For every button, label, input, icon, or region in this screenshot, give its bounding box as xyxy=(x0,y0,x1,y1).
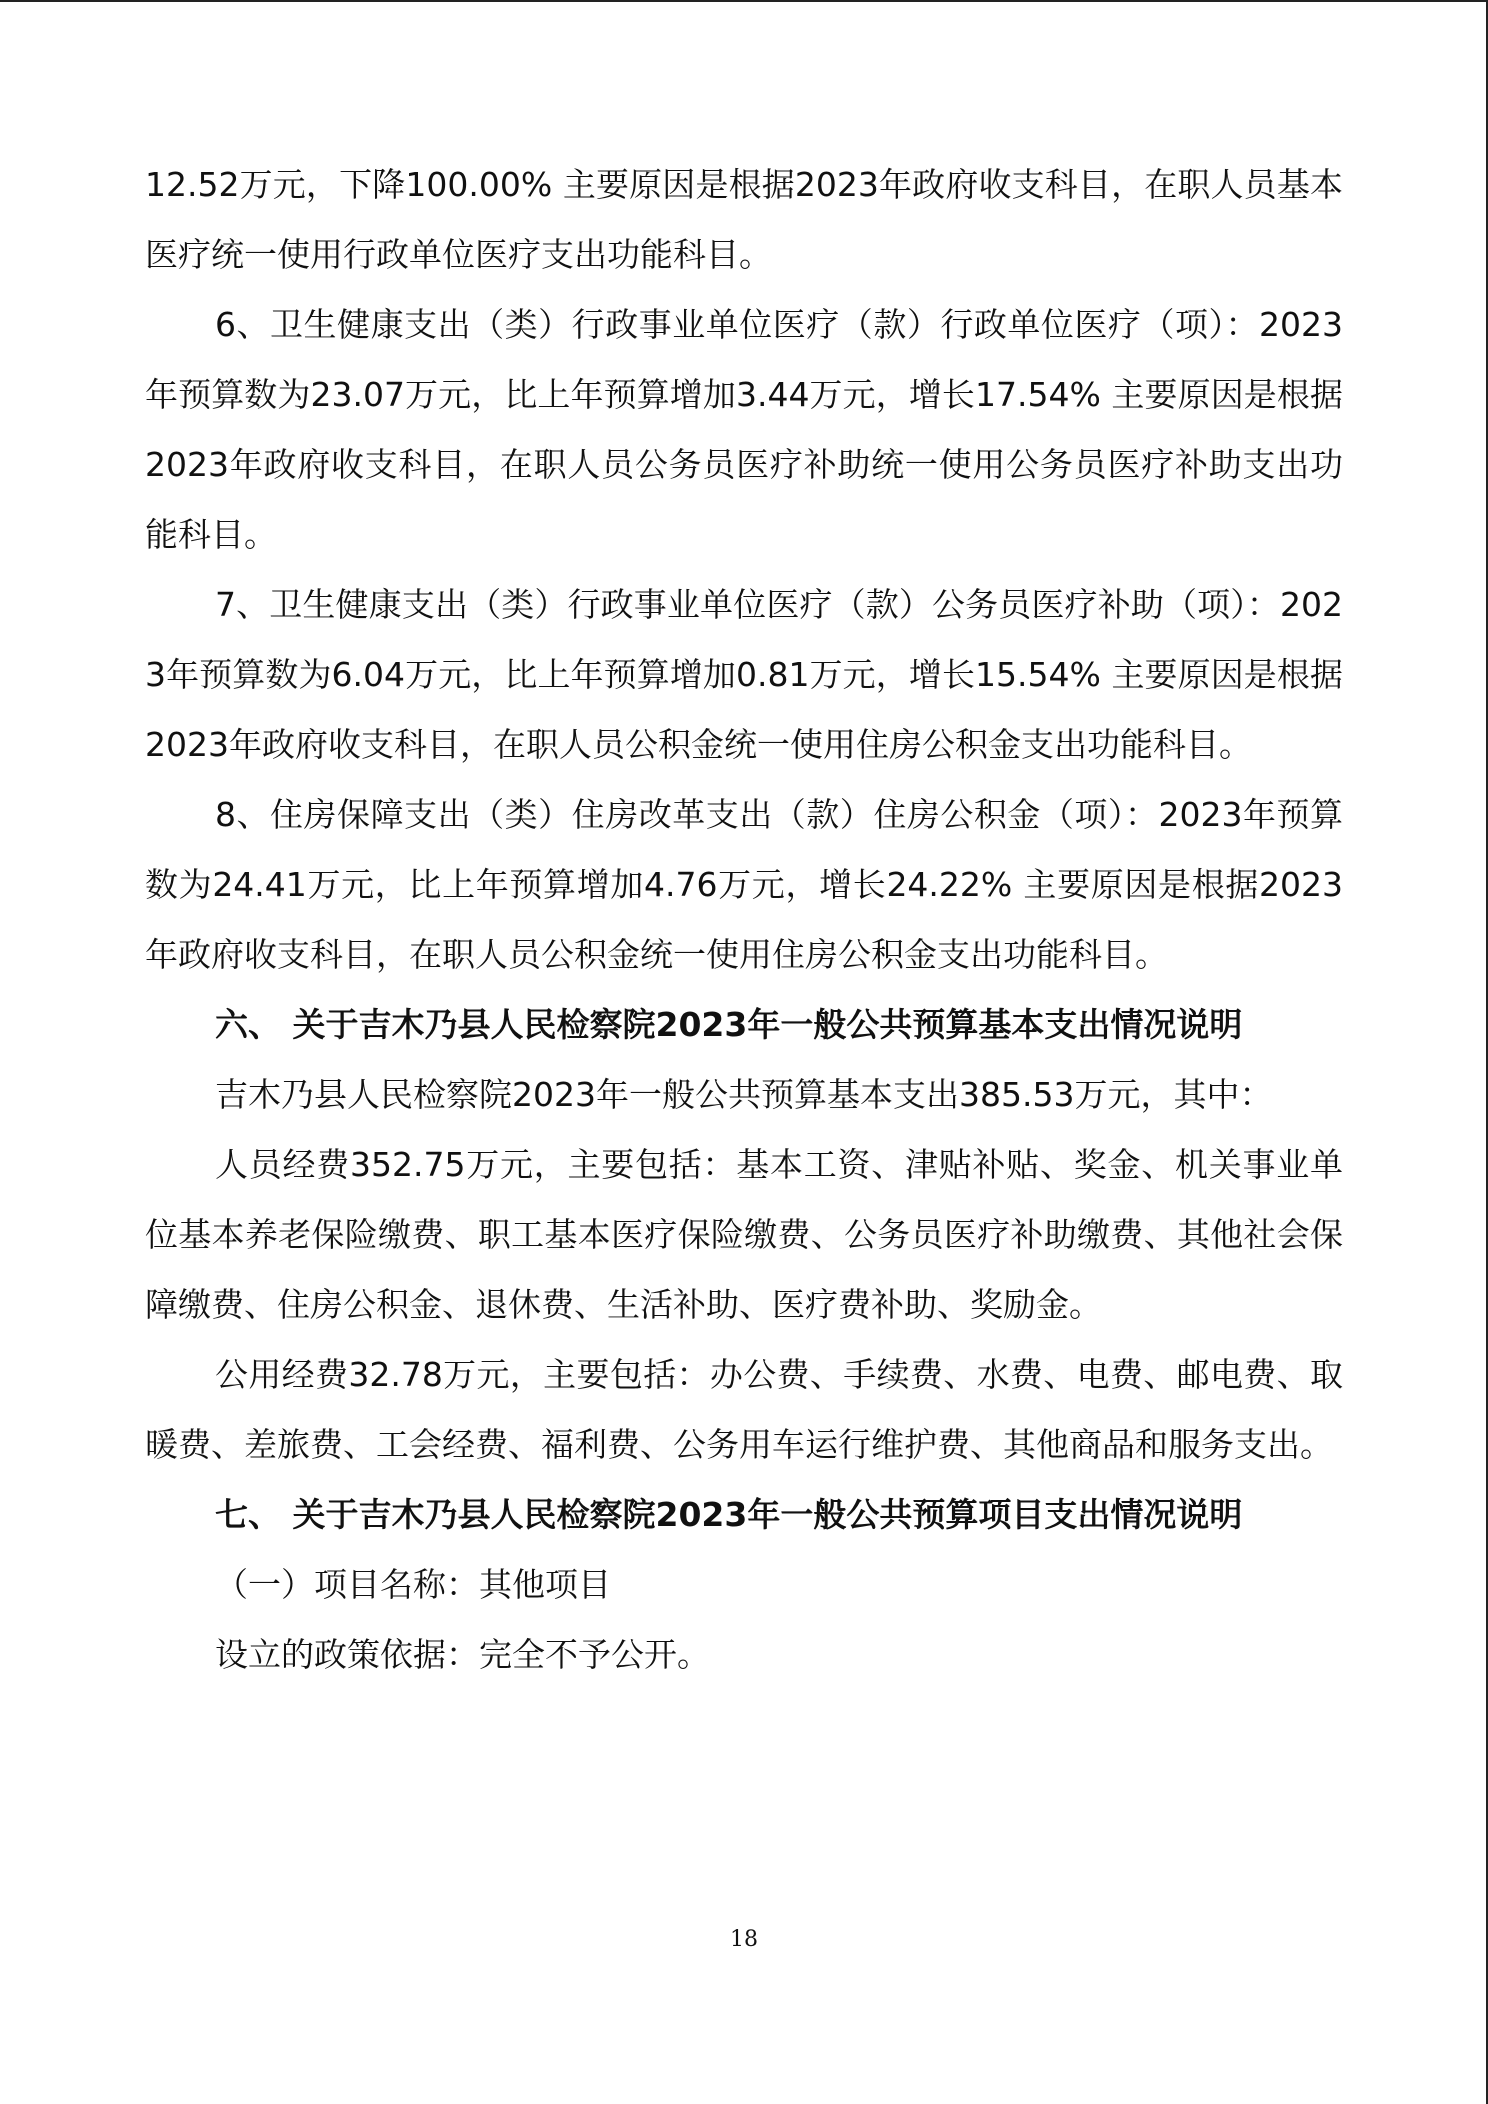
paragraph-item-8: 8、住房保障支出（类）住房改革支出（款）住房公积金（项）：2023年预算数为24.41万元，比上年预算增加4.76万元，增长24.22% 主要原因是根据2023年政府收支科目，在职人员公积金统一使用住房公积金支出功能科目。 xyxy=(145,795,1343,974)
paragraph-basic-expenditure-total: 吉木乃县人民检察院2023年一般公共预算基本支出385.53万元，其中： xyxy=(215,1075,1273,1114)
section-heading-project-expenditure: 七、 关于吉木乃县人民检察院2023年一般公共预算项目支出情况说明 xyxy=(215,1495,1243,1534)
paragraph-public-expenses: 公用经费32.78万元，主要包括：办公费、手续费、水费、电费、邮电费、取暖费、差旅费、工会经费、福利费、公务用车运行维护费、其他商品和服务支出。 xyxy=(145,1355,1343,1464)
paragraph-item-7: 7、卫生健康支出（类）行政事业单位医疗（款）公务员医疗补助（项）：2023年预算数为6.04万元，比上年预算增加0.81万元，增长15.54% 主要原因是根据2023年政府收支科目，在职人员公积金统一使用住房公积金支出功能科目。 xyxy=(145,585,1343,764)
paragraph-project-name: （一）项目名称：其他项目 xyxy=(215,1565,611,1604)
paragraph-medical-continuation: 12.52万元，下降100.00% 主要原因是根据2023年政府收支科目，在职人员基本医疗统一使用行政单位医疗支出功能科目。 xyxy=(145,165,1343,274)
paragraph-item-6: 6、卫生健康支出（类）行政事业单位医疗（款）行政单位医疗（项）：2023年预算数为23.07万元，比上年预算增加3.44万元，增长17.54% 主要原因是根据2023年政府收支科目，在职人员公务员医疗补助统一使用公务员医疗补助支出功能科目。 xyxy=(145,305,1343,554)
paragraph-policy-basis: 设立的政策依据：完全不予公开。 xyxy=(215,1635,710,1674)
paragraph-personnel-expenses: 人员经费352.75万元，主要包括：基本工资、津贴补贴、奖金、机关事业单位基本养老保险缴费、职工基本医疗保险缴费、公务员医疗补助缴费、其他社会保障缴费、住房公积金、退休费、生活补助、医疗费补助、奖励金。 xyxy=(145,1145,1343,1324)
document-body xyxy=(145,150,1343,1690)
page-number: 18 xyxy=(730,1927,758,1952)
section-heading-basic-expenditure: 六、 关于吉木乃县人民检察院2023年一般公共预算基本支出情况说明 xyxy=(215,1005,1243,1044)
